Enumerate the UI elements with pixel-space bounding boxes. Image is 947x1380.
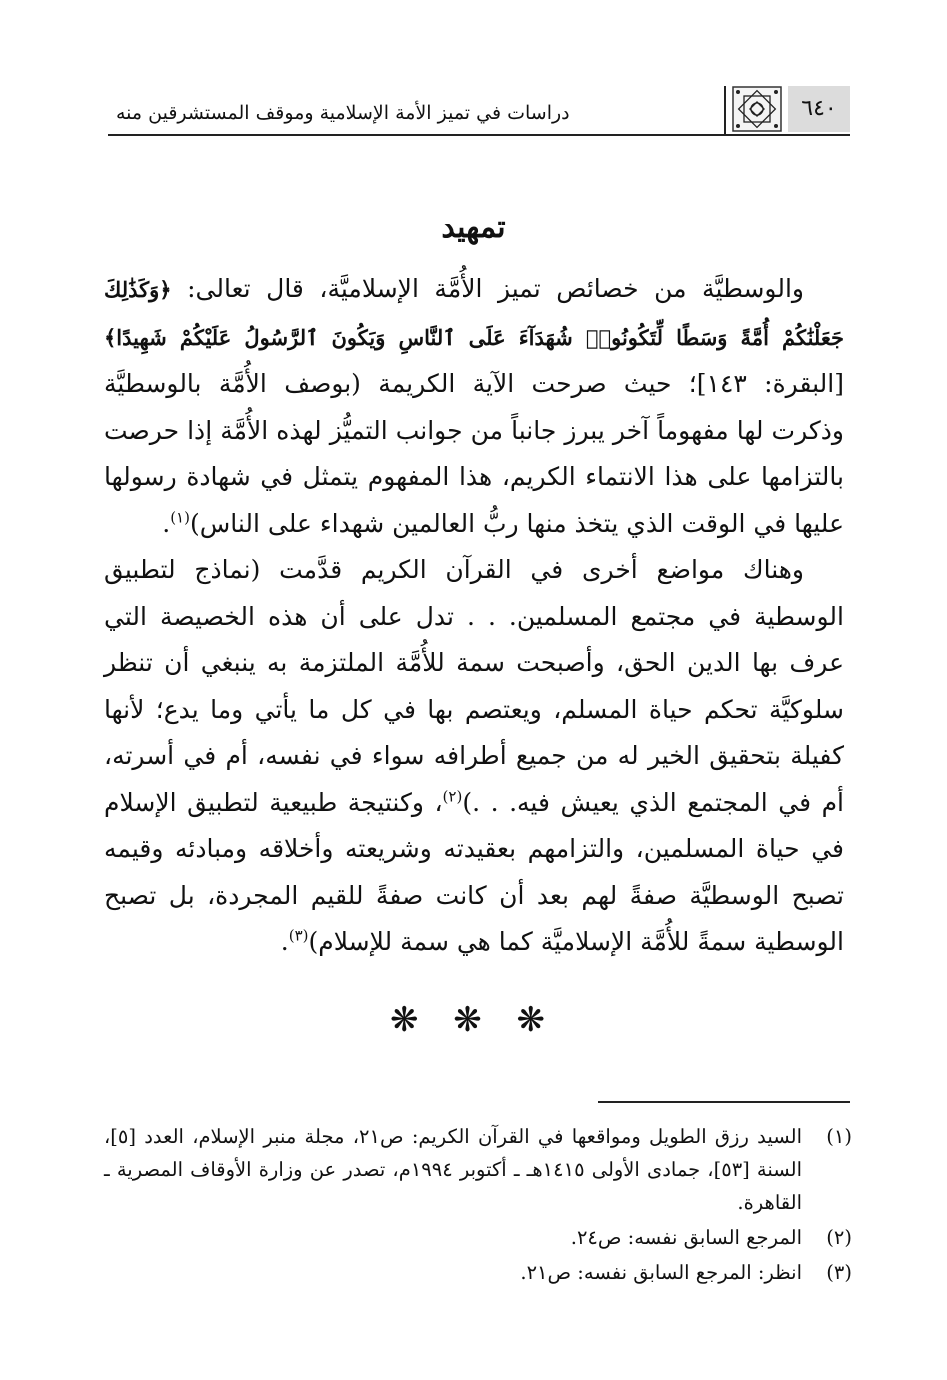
footnote-number: (٣) bbox=[826, 1261, 852, 1284]
footnote-ref-1: (١) bbox=[170, 508, 190, 527]
footnote-ref-2: (٢) bbox=[442, 787, 463, 806]
verse-reference: [البقرة: ١٤٣] bbox=[696, 369, 844, 398]
footnote-rule bbox=[598, 1101, 850, 1103]
footnote-ref-3: (٣) bbox=[288, 926, 309, 945]
main-text bbox=[104, 266, 844, 966]
footnotes bbox=[104, 1120, 852, 1291]
section-title: تمهيد bbox=[441, 210, 506, 245]
footnote-text: انظر: المرجع السابق نفسه: ص٢١. bbox=[520, 1261, 802, 1284]
footnote-text: السيد رزق الطويل ومواقعها في القرآن الكريم: ص٢١، مجلة منبر الإسلام، العدد [٥]، السنة [٥٣]، جمادى الأولى ١٤١٥هـ ـ أكتوبر ١٩٩٤م، تصدر عن وزارة الأوقاف المصرية ـ القاهرة. bbox=[104, 1125, 802, 1214]
paragraph-1-end: . bbox=[162, 508, 171, 538]
footnote-2 bbox=[104, 1221, 852, 1254]
quran-verse: ﴿وَكَذَٰلِكَ جَعَلْنَٰكُمْ أُمَّةً وَسَطًا لِّتَكُونُوا۟ شُهَدَآءَ عَلَى ٱلنَّاسِ وَيَكُونَ ٱلرَّسُولُ عَلَيْكُمْ شَهِيدًا﴾ bbox=[104, 277, 844, 350]
page-number: ٦٤٠ bbox=[788, 86, 850, 132]
paragraph-2 bbox=[104, 547, 844, 966]
book-title: دراسات في تميز الأمة الإسلامية وموقف المستشرقين منه bbox=[116, 102, 570, 124]
paragraph-2-text-continued: ، وكنتيجة طبيعية لتطبيق الإسلام في حياة المسلمين، والتزامهم بعقيدته وشريعته وأخلاقه ومبادئه وقيمه تصبح الوسطيَّة صفةً لهم بعد أن كانت صفةً للقيم المجردة، بل تصبح الوسطية سمةً للأُمَّة الإسلاميَّة كما هي سمة للإسلام) bbox=[104, 787, 844, 956]
paragraph-1-intro: والوسطيَّة من خصائص تميز الأُمَّة الإسلاميَّة، قال تعالى: bbox=[171, 274, 804, 303]
paragraph-2-text: وهناك مواضع أخرى في القرآن الكريم قدَّمت (نماذج لتطبيق الوسطية في مجتمع المسلمين. . . تدل على أن هذه الخصيصة التي عرف بها الدين الحق، وأصبحت سمة للأُمَّة الملتزمة به ينبغي أن تنظر سلوكيَّة تحكم حياة المسلم، ويعتصم بها في كل ما يأتي وما يدع؛ لأنها كفيلة بتحقيق الخير له من جميع أطرافه سواء في نفسه، أم في أسرته، أم في المجتمع الذي يعيش فيه. . .) bbox=[104, 555, 844, 817]
header-divider bbox=[724, 86, 726, 136]
paragraph-1 bbox=[104, 266, 844, 547]
geometric-star-ornament-icon bbox=[732, 86, 782, 132]
footnote-text: المرجع السابق نفسه: ص٢٤. bbox=[570, 1226, 802, 1249]
header-rule bbox=[108, 134, 850, 136]
footnote-1 bbox=[104, 1120, 852, 1219]
footnote-number: (١) bbox=[826, 1125, 852, 1148]
section-separator: ❋ ❋ ❋ bbox=[389, 1000, 558, 1040]
footnote-3 bbox=[104, 1256, 852, 1289]
paragraph-1-text: ؛ حيث صرحت الآية الكريمة (بوصف الأُمَّة بالوسطيَّة وذكرت لها مفهوماً آخر يبرز جانباً من جوانب التميُّز لهذه الأُمَّة إذا حرصت بالتزامها على هذا الانتماء الكريم، هذا المفهوم يتمثل في شهادة رسولها عليها في الوقت الذي يتخذ منها ربُّ العالمين شهداء على الناس) bbox=[104, 369, 844, 538]
paragraph-2-end: . bbox=[280, 927, 289, 956]
footnote-number: (٢) bbox=[826, 1226, 852, 1249]
running-header bbox=[108, 86, 850, 136]
